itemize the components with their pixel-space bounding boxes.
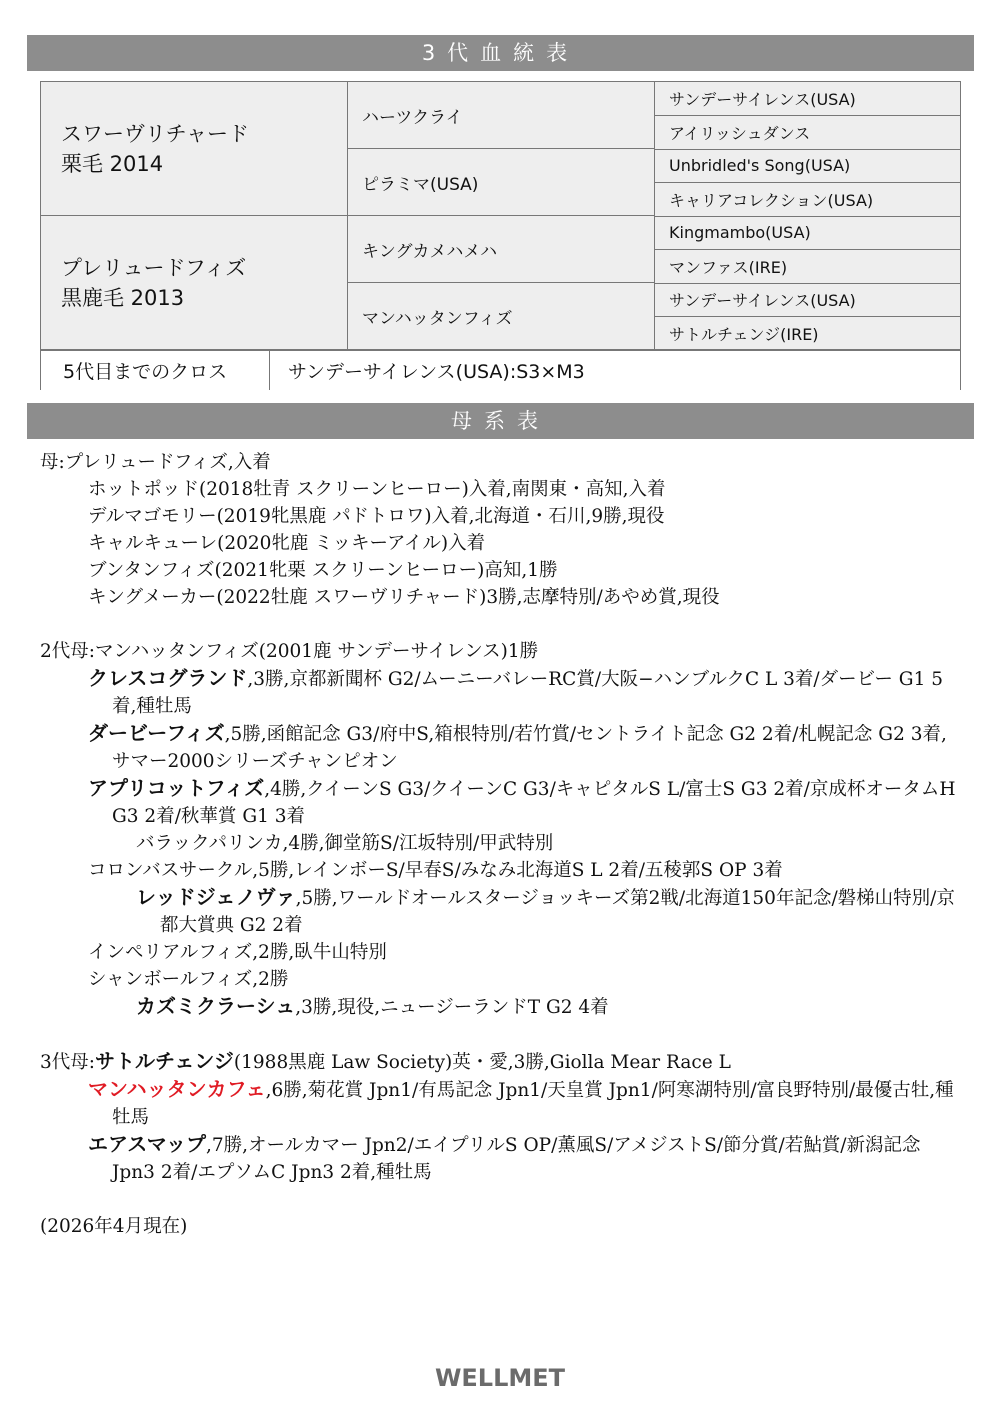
descendant-entry: バラックパリンカ,4勝,御堂筋S/江坂特別/甲武特別 (136, 833, 554, 854)
gen3-cell: サトルチェンジ(IRE) (655, 317, 961, 350)
descendant-entry (40, 1076, 965, 1131)
horse-name: レッドジェノヴァ (136, 885, 296, 909)
descendant-entry (40, 720, 965, 775)
descendant-entry (40, 1131, 965, 1186)
foal-line: ホットポッド(2018牡青 スクリーンヒーロー)入着,南関東・高知,入着 (88, 479, 666, 500)
horse-record: ,5勝,函館記念 G3/府中S,箱根特別/若竹賞/セントライト記念 G2 2着/札幌記念 G2 3着,サマー2000シリーズチャンピオン (112, 724, 947, 772)
horse-name: サトルチェンジ (95, 1049, 234, 1073)
dam-dam-cell: マンハッタンフィズ (348, 283, 655, 350)
gen3-cell: マンファス(IRE) (655, 250, 961, 284)
horse-record: ,3勝,現役,ニュージーランドT G2 4着 (295, 997, 609, 1018)
sire-sire-cell: ハーツクライ (348, 82, 655, 149)
third-dam-prefix: 3代母: (40, 1052, 96, 1073)
horse-record: ,6勝,菊花賞 Jpn1/有馬記念 Jpn1/天皇賞 Jpn1/阿寒湖特別/富良野特別/最優古牡,種牡馬 (112, 1080, 954, 1128)
descendant-entry: インペリアルフィズ,2勝,臥牛山特別 (88, 942, 387, 963)
sire-name: スワーヴリチャード (61, 121, 249, 146)
gen3-cell: アイリッシュダンス (655, 116, 961, 150)
sire-cell (41, 82, 348, 216)
horse-name: アプリコットフィズ (88, 776, 265, 800)
gen3-cell: サンデーサイレンス(USA) (655, 82, 961, 116)
dam-name: プレリュードフィズ (61, 255, 247, 280)
horse-name: ダービーフィズ (88, 721, 225, 745)
cross-label: 5代目までのクロス (41, 351, 270, 390)
dam-sire-cell: キングカメハメハ (348, 216, 655, 283)
horse-record: ,4勝,クイーンS G3/クイーンC G3/キャピタルS L/富士S G3 2着/京成杯オータムH G3 2着/秋華賞 G1 3着 (112, 779, 956, 827)
horse-name-highlight: マンハッタンカフェ (88, 1077, 266, 1101)
sire-info: 栗毛 2014 (61, 151, 164, 176)
gen3-cell: キャリアコレクション(USA) (655, 183, 961, 217)
horse-name: クレスコグランド (88, 666, 248, 690)
horse-record: ,7勝,オールカマー Jpn2/エイプリルS OP/薫風S/アメジストS/節分賞/若鮎賞/新潟記念 Jpn3 2着/エプソムC Jpn3 2着,種牡馬 (112, 1135, 921, 1183)
gen3-cell: Kingmambo(USA) (655, 216, 961, 250)
dam-info: 黒鹿毛 2013 (61, 285, 185, 310)
horse-record: ,3勝,京都新聞杯 G2/ムーニーバレーRC賞/大阪−ハンブルクC L 3着/ダービー G1 5着,種牡馬 (112, 669, 944, 717)
brand-logo: WELLMET (434, 1364, 566, 1392)
cross-value: サンデーサイレンス(USA):S3×M3 (288, 361, 585, 383)
third-dam-line (40, 1048, 965, 1076)
gen3-cell: Unbridled's Song(USA) (655, 149, 961, 183)
foal-line: デルマゴモリー(2019牝黒鹿 パドトロワ)入着,北海道・石川,9勝,現役 (88, 506, 665, 527)
family-table (40, 449, 965, 1240)
pedigree-header: 3代血統表 (27, 35, 974, 71)
descendant-entry (40, 993, 965, 1021)
descendant-entry: シャンボールフィズ,2勝 (88, 969, 289, 990)
cross-row (41, 350, 960, 390)
descendant-entry (40, 775, 965, 830)
sire-dam-cell: ピラミマ(USA) (348, 149, 655, 216)
foal-line: キングメーカー(2022牡鹿 スワーヴリチャード)3勝,志摩特別/あやめ賞,現役 (88, 587, 720, 608)
gen3-cell: サンデーサイレンス(USA) (655, 283, 961, 317)
horse-record: (1988黒鹿 Law Society)英・愛,3勝,Giolla Mear Race L (233, 1052, 731, 1073)
family-header: 母系表 (27, 403, 974, 439)
second-dam-line: 2代母:マンハッタンフィズ(2001鹿 サンデーサイレンス)1勝 (40, 641, 539, 662)
foal-line: キャルキューレ(2020牝鹿 ミッキーアイル)入着 (88, 533, 486, 554)
descendant-entry (40, 665, 965, 720)
horse-name: カズミクラーシュ (136, 994, 296, 1018)
as-of-date: (2026年4月現在) (40, 1216, 188, 1237)
horse-record: ,5勝,ワールドオールスタージョッキーズ第2戦/北海道150年記念/磐梯山特別/京都大賞典 G2 2着 (160, 888, 955, 936)
descendant-entry (40, 884, 965, 939)
horse-name: エアスマップ (88, 1132, 206, 1156)
pedigree-table (40, 81, 961, 390)
descendant-entry: コロンバスサークル,5勝,レインボーS/早春S/みなみ北海道S L 2着/五稜郭S OP 3着 (88, 860, 783, 881)
dam-cell (41, 216, 348, 350)
dam-line: 母:プレリュードフィズ,入着 (40, 452, 271, 473)
foal-line: ブンタンフィズ(2021牝栗 スクリーンヒーロー)高知,1勝 (88, 560, 558, 581)
